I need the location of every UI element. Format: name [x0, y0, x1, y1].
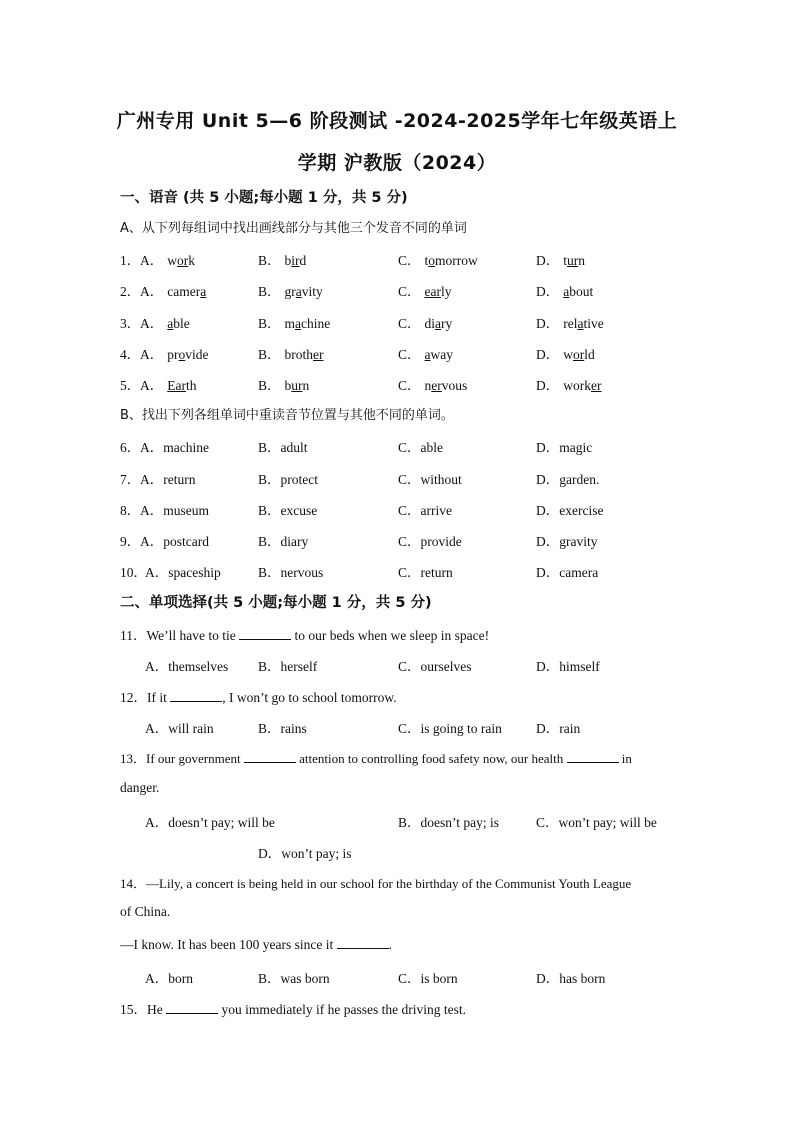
question-number: 1． — [120, 253, 141, 268]
word-part: b — [284, 378, 292, 393]
word-part: ry — [441, 316, 453, 331]
option-a[interactable]: A．postcard — [140, 534, 209, 549]
stress-row — [0, 468, 794, 490]
word-part: vide — [185, 347, 209, 362]
option-c[interactable]: C．without — [398, 472, 462, 487]
option-d[interactable]: D．magic — [536, 440, 593, 455]
section2-heading: 二、单项选择(共 5 小题;每小题 1 分，共 5 分) — [120, 595, 432, 611]
word-part: ble — [173, 316, 190, 331]
word-part: camer — [167, 284, 201, 299]
option-a[interactable] — [140, 280, 206, 300]
word-part: d — [299, 253, 307, 268]
option-a[interactable] — [140, 374, 197, 394]
stress-row — [0, 530, 794, 552]
q11-blank — [239, 627, 291, 640]
option-b[interactable]: B．nervous — [258, 565, 324, 580]
word-part: tive — [583, 316, 604, 331]
q14-options — [0, 967, 794, 989]
option-d[interactable] — [536, 312, 604, 332]
q13-option-a[interactable]: A．doesn’t pay; will be — [145, 815, 275, 830]
option-c[interactable]: C．provide — [398, 534, 462, 549]
option-a[interactable] — [140, 249, 195, 269]
underlined-part: a — [435, 316, 442, 331]
word-part: rel — [563, 316, 578, 331]
underlined-part: a — [577, 316, 584, 331]
word-part: vous — [441, 378, 468, 393]
option-letter: A． — [140, 316, 164, 331]
question-11 — [120, 624, 489, 644]
q15-text-post: you immediately if he passes the driving test. — [218, 1002, 466, 1017]
q13-options-row2 — [0, 842, 794, 864]
q11-option-a[interactable]: A．themselves — [145, 659, 229, 674]
underlined-part: ur — [291, 378, 303, 393]
option-c[interactable] — [398, 249, 478, 269]
option-letter: D． — [536, 378, 560, 393]
underlined-part: Ear — [167, 378, 186, 393]
question-number: 7． — [120, 472, 141, 487]
underlined-part: o — [178, 347, 186, 362]
underlined-part: a — [295, 316, 302, 331]
option-d[interactable]: D．garden. — [536, 472, 600, 487]
phonetics-row — [0, 249, 794, 271]
word-part: t — [424, 253, 429, 268]
question-number: 4． — [120, 347, 141, 362]
q15-blank — [166, 1001, 218, 1014]
question-13 — [120, 748, 632, 767]
q12-option-c[interactable]: C．is going to rain — [398, 721, 502, 736]
stress-row — [0, 499, 794, 521]
option-b[interactable] — [258, 280, 323, 300]
word-part: gr — [284, 284, 296, 299]
phonetics-row — [0, 280, 794, 302]
underlined-part: er — [431, 378, 442, 393]
word-part: w — [563, 347, 573, 362]
q14-reply-post: . — [388, 937, 392, 952]
phonetics-row — [0, 343, 794, 365]
option-letter: B． — [258, 378, 281, 393]
q14-reply — [120, 936, 392, 953]
option-letter: B． — [258, 316, 281, 331]
question-number: 9． — [120, 534, 141, 549]
section1-partB-instruction: B、找出下列各组单词中重读音节位置与其他不同的单词。 — [120, 408, 454, 423]
option-b[interactable]: B．protect — [258, 472, 318, 487]
question-number: 3． — [120, 316, 141, 331]
q12-options — [0, 717, 794, 739]
word-part: m — [284, 316, 296, 331]
phonetics-row — [0, 312, 794, 334]
option-a[interactable]: A．spaceship — [145, 565, 221, 580]
option-b[interactable] — [258, 374, 309, 394]
option-letter: D． — [536, 347, 560, 362]
option-letter: D． — [536, 253, 560, 268]
q13-line2: danger. — [120, 780, 160, 795]
option-d[interactable] — [536, 343, 595, 363]
question-15 — [120, 998, 466, 1018]
option-letter: B． — [258, 253, 281, 268]
q14-reply-pre: —I know. It has been 100 years since it — [120, 937, 337, 952]
q11-text-pre: 11．We’ll have to tie — [120, 628, 240, 643]
option-a[interactable] — [140, 312, 190, 332]
q12-option-d[interactable]: D．rain — [536, 721, 581, 736]
option-b[interactable]: B．excuse — [258, 503, 318, 518]
underlined-part: ir — [291, 253, 300, 268]
option-b[interactable] — [258, 312, 330, 332]
option-b[interactable]: B．diary — [258, 534, 309, 549]
option-d[interactable] — [536, 249, 585, 269]
question-number: 8． — [120, 503, 141, 518]
word-part: way — [430, 347, 454, 362]
underlined-part: a — [424, 347, 431, 362]
option-b[interactable] — [258, 249, 306, 269]
q13-text-mid: attention to controlling food safety now, our health — [295, 751, 567, 766]
option-letter: B． — [258, 347, 281, 362]
option-d[interactable]: D．camera — [536, 565, 599, 580]
underlined-part: or — [573, 347, 585, 362]
word-part: k — [188, 253, 195, 268]
option-letter: C． — [398, 253, 421, 268]
underlined-part: a — [295, 284, 302, 299]
stress-row — [0, 561, 794, 583]
option-letter: C． — [398, 378, 421, 393]
q11-option-c[interactable]: C．ourselves — [398, 659, 472, 674]
question-number: 10． — [120, 565, 147, 580]
word-part: broth — [284, 347, 314, 362]
underlined-part: a — [200, 284, 207, 299]
word-part: work — [563, 378, 591, 393]
word-part: n — [424, 378, 432, 393]
option-c[interactable]: C．arrive — [398, 503, 452, 518]
question-12 — [120, 686, 397, 706]
word-part: chine — [301, 316, 331, 331]
q11-options — [0, 655, 794, 677]
option-c[interactable]: C．able — [398, 440, 443, 455]
option-c[interactable] — [398, 280, 452, 300]
q12-text-pre: 12．If it — [120, 690, 171, 705]
option-letter: C． — [398, 347, 421, 362]
q12-text-post: , I won’t go to school tomorrow. — [222, 690, 397, 705]
option-letter: A． — [140, 253, 164, 268]
word-part: vity — [301, 284, 323, 299]
word-part: w — [167, 253, 177, 268]
word-part: di — [424, 316, 436, 331]
option-letter: C． — [398, 284, 421, 299]
underlined-part: o — [428, 253, 436, 268]
word-part: bout — [569, 284, 594, 299]
page-title-line2: 学期 沪教版（2024） — [297, 152, 497, 174]
word-part: ly — [441, 284, 452, 299]
q13-options-row1 — [0, 811, 794, 833]
question-number: 6． — [120, 440, 141, 455]
q11-option-b[interactable]: B．herself — [258, 659, 318, 674]
option-letter: A． — [140, 347, 164, 362]
option-d[interactable] — [536, 280, 593, 300]
option-d[interactable]: D．exercise — [536, 503, 604, 518]
word-part: t — [563, 253, 568, 268]
question-number: 2． — [120, 284, 141, 299]
word-part: n — [302, 378, 310, 393]
q13-option-c[interactable]: C．won’t pay; will be — [536, 815, 657, 830]
section1-partA-instruction: A、从下列每组词中找出画线部分与其他三个发音不同的单词 — [120, 221, 467, 236]
option-a[interactable]: A．machine — [140, 440, 209, 455]
q14-blank — [337, 936, 389, 949]
option-b[interactable] — [258, 343, 324, 363]
option-b[interactable]: B．adult — [258, 440, 308, 455]
option-letter: D． — [536, 316, 560, 331]
q11-option-d[interactable]: D．himself — [536, 659, 600, 674]
stress-row — [0, 436, 794, 458]
q13-option-d[interactable]: D．won’t pay; is — [258, 846, 352, 861]
option-letter: D． — [536, 284, 560, 299]
option-letter: A． — [140, 284, 164, 299]
q12-option-b[interactable]: B．rains — [258, 721, 307, 736]
underlined-part: er — [591, 378, 602, 393]
word-part: pr — [167, 347, 179, 362]
question-14: 14．—Lily, a concert is being held in our school for the birthday of the Communist Youth League — [120, 876, 632, 891]
q14-option-c[interactable]: C．is born — [398, 971, 458, 986]
q14-option-b[interactable]: B．was born — [258, 971, 330, 986]
option-d[interactable] — [536, 374, 602, 394]
underlined-part: a — [563, 284, 570, 299]
word-part: th — [185, 378, 197, 393]
option-letter: A． — [140, 378, 164, 393]
word-part: n — [578, 253, 586, 268]
q12-blank — [170, 689, 222, 702]
phonetics-row — [0, 374, 794, 396]
option-letter: C． — [398, 316, 421, 331]
option-c[interactable]: C．return — [398, 565, 453, 580]
q14-option-d[interactable]: D．has born — [536, 971, 606, 986]
option-a[interactable] — [140, 343, 209, 363]
underlined-part: a — [167, 316, 174, 331]
option-letter: B． — [258, 284, 281, 299]
option-c[interactable] — [398, 312, 452, 332]
underlined-part: ur — [567, 253, 579, 268]
q14-option-a[interactable]: A．born — [145, 971, 193, 986]
q15-text-pre: 15．He — [120, 1002, 167, 1017]
option-a[interactable]: A．return — [140, 472, 196, 487]
underlined-part: ear — [424, 284, 441, 299]
question-number: 5． — [120, 378, 141, 393]
page-title-line1: 广州专用 Unit 5—6 阶段测试 -2024-2025学年七年级英语上 — [116, 110, 678, 132]
option-a[interactable]: A．museum — [140, 503, 209, 518]
q12-option-a[interactable]: A．will rain — [145, 721, 214, 736]
word-part: ld — [584, 347, 595, 362]
section1-heading: 一、语音 (共 5 小题;每小题 1 分，共 5 分) — [120, 190, 408, 206]
q13-blank-2 — [567, 750, 619, 763]
word-part: morrow — [435, 253, 478, 268]
q13-text-pre: 13．If our government — [120, 751, 244, 766]
word-part: b — [284, 253, 292, 268]
option-d[interactable]: D．gravity — [536, 534, 598, 549]
q13-text-post: in — [618, 751, 632, 766]
q13-option-b[interactable]: B．doesn’t pay; is — [398, 815, 499, 830]
q13-blank-1 — [244, 750, 296, 763]
q11-text-post: to our beds when we sleep in space! — [291, 628, 490, 643]
option-c[interactable] — [398, 343, 453, 363]
q14-line2: of China. — [120, 904, 171, 919]
underlined-part: er — [313, 347, 324, 362]
option-c[interactable] — [398, 374, 467, 394]
underlined-part: or — [177, 253, 189, 268]
